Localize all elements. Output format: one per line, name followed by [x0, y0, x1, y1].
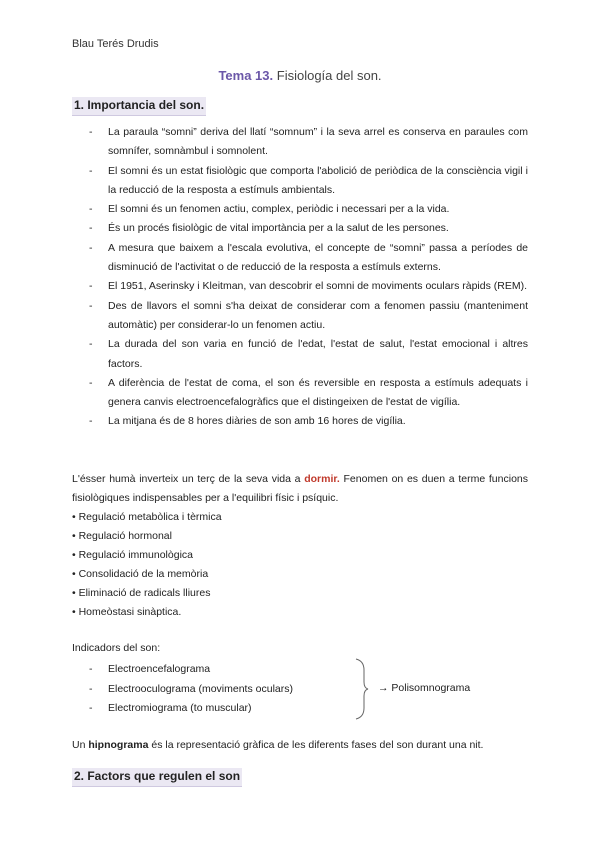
list-item: - La durada del son varia en funció de l'edat, l'estat de salut, l'estat emocional i altres factors. [72, 335, 528, 374]
list-item: • Regulació hormonal [72, 530, 172, 542]
dash-marker: - [89, 376, 93, 389]
polysomnogram-label: → Polisomnograma [378, 682, 471, 694]
hipnograma-definition: Un hipnograma és la representació gràfica de les diferents fases del son durant una nit. [72, 739, 484, 751]
list-item: - Electromiograma (to muscular) [72, 699, 293, 719]
list-item: - Electroencefalograma [72, 660, 293, 680]
author-header: Blau Terés Drudis [72, 38, 159, 50]
list-item: - La mitjana és de 8 hores diàries de son amb 16 hores de vigília. [72, 412, 528, 431]
page-title [0, 68, 600, 83]
section-heading-importance: 1. Importancia del son. [72, 97, 206, 116]
indicators-list [72, 660, 293, 719]
list-item: • Eliminació de radicals lliures [72, 587, 211, 599]
functions-list [72, 508, 222, 622]
section-heading-factors: 2. Factors que regulen el son [72, 768, 242, 787]
list-item: - El somni és un fenomen actiu, complex, periòdic i necessari per a la vida. [72, 200, 528, 219]
list-item: - El somni és un estat fisiològic que comporta l'abolició de periòdica de la consciència vigil i la reducció de la resposta a estímuls ambientals. [72, 162, 528, 201]
list-item: - La paraula “somni” deriva del llatí “somnum” i la seva arrel es conserva en paraules com somnífer, somnàmbul i somnolent. [72, 123, 528, 162]
dash-marker: - [89, 203, 93, 216]
dash-marker: - [89, 299, 93, 312]
dash-marker: - [89, 663, 93, 675]
list-item: • Regulació metabòlica i tèrmica [72, 511, 222, 523]
list-item: - A diferència de l'estat de coma, el son és reversible en resposta a estímuls adequats i genera canvis electroencefalogràfics que el distingeixen de l'estat de vigília. [72, 374, 528, 413]
right-brace-icon [355, 658, 369, 720]
sleep-paragraph: L'ésser humà inverteix un terç de la seva vida a dormir. Fenomen on es duen a terme funcions fisiològiques indispensables per a l'equilibri físic i psíquic. [72, 473, 528, 504]
dash-marker: - [89, 415, 93, 428]
indicators-label: Indicadors del son: [72, 642, 161, 654]
list-item: - El 1951, Aserinsky i Kleitman, van descobrir el somni de moviments oculars ràpids (REM). [72, 277, 528, 296]
dash-marker: - [89, 702, 93, 714]
topic-title: Fisiología del son. [273, 68, 382, 83]
dash-marker: - [89, 280, 93, 293]
list-item: - Electrooculograma (moviments oculars) [72, 680, 293, 700]
dash-marker: - [89, 241, 93, 254]
list-item: - Des de llavors el somni s'ha deixat de considerar com a fenomen passiu (manteniment automàtic) per considerar-lo un fenomen actiu. [72, 297, 528, 336]
list-item: • Regulació immunològica [72, 549, 193, 561]
list-item: - A mesura que baixem a l'escala evolutiva, el concepte de “somni” passa a períodes de disminució de l'activitat o de reducció de la resposta a estímuls externs. [72, 239, 528, 278]
list-item: • Homeòstasi sinàptica. [72, 606, 182, 618]
dash-marker: - [89, 164, 93, 177]
dash-marker: - [89, 338, 93, 351]
dash-marker: - [89, 126, 93, 138]
dash-marker: - [89, 222, 93, 235]
importance-list [72, 123, 528, 432]
dash-marker: - [89, 682, 93, 695]
list-item: • Consolidació de la memòria [72, 568, 209, 580]
hipnograma-term: hipnograma [88, 739, 149, 751]
topic-number: Tema 13. [218, 68, 274, 83]
keyword-dormir: dormir. [304, 473, 340, 485]
list-item: - És un procés fisiològic de vital importància per a la salut de les persones. [72, 219, 528, 238]
